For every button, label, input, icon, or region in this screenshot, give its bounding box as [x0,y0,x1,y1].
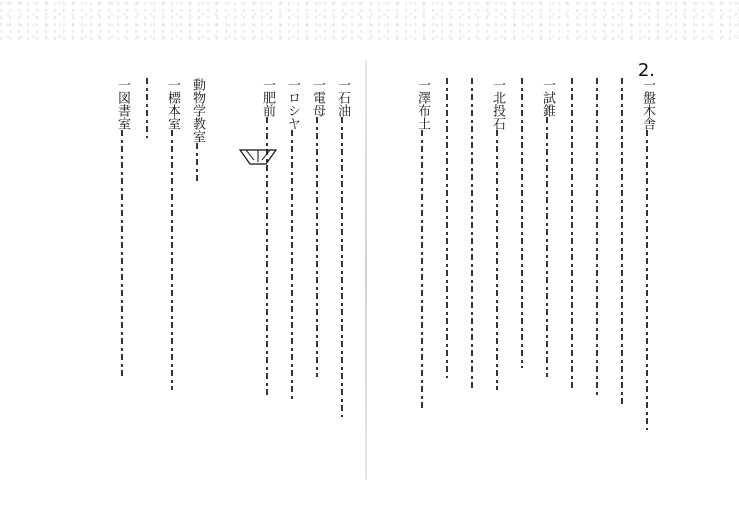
right-column-5 [540,78,554,458]
left-column-6 [165,78,179,458]
handwriting-line [546,117,548,377]
scan-noise [0,0,739,40]
left-column-7 [140,78,154,458]
heading-6: 一電母 [310,78,325,117]
right-column-9 [440,78,454,458]
handwriting-line [521,78,523,368]
handwriting-line [146,78,148,138]
left-column-1 [335,78,349,458]
heading-8: 一肥前 [260,78,275,117]
handwriting-line [621,78,623,408]
right-column-10 [415,78,429,458]
right-column-8 [465,78,479,458]
bowl-sketch [238,148,278,168]
handwriting-line [646,130,648,430]
left-column-3 [285,78,299,458]
page-fold [365,60,367,480]
handwriting-line [316,117,318,377]
handwriting-line [471,78,473,388]
heading-2: 一試錐 [540,78,555,117]
handwriting-line [341,117,343,417]
handwriting-line [571,78,573,388]
left-column-8 [115,78,129,458]
heading-10: 一標本室 [165,78,180,130]
manuscript-spread [40,60,700,480]
handwriting-line [596,78,598,398]
right-column-2 [615,78,629,458]
right-column-4 [565,78,579,458]
heading-5: 一石油 [335,78,350,117]
left-column-2 [310,78,324,458]
handwriting-line [171,130,173,390]
heading-9: 動物学教室 [190,78,205,143]
handwriting-line [421,130,423,410]
handwriting-line [121,130,123,380]
left-column-4 [260,78,274,458]
right-column-7 [490,78,504,458]
handwriting-line [446,78,448,378]
handwriting-line [196,143,198,183]
right-column-6 [515,78,529,458]
heading-3: 一北投石 [490,78,505,130]
left-column-5 [190,78,204,458]
handwriting-line [496,130,498,390]
right-column-3 [590,78,604,458]
page-number: 2. [637,60,655,81]
heading-1: 一盤木舎 [640,78,655,130]
right-column-1 [640,78,654,458]
heading-7: 一ロシヤ [285,78,300,130]
heading-4: 一澤布土 [415,78,430,130]
handwriting-line [291,130,293,400]
heading-11: 一図書室 [115,78,130,130]
